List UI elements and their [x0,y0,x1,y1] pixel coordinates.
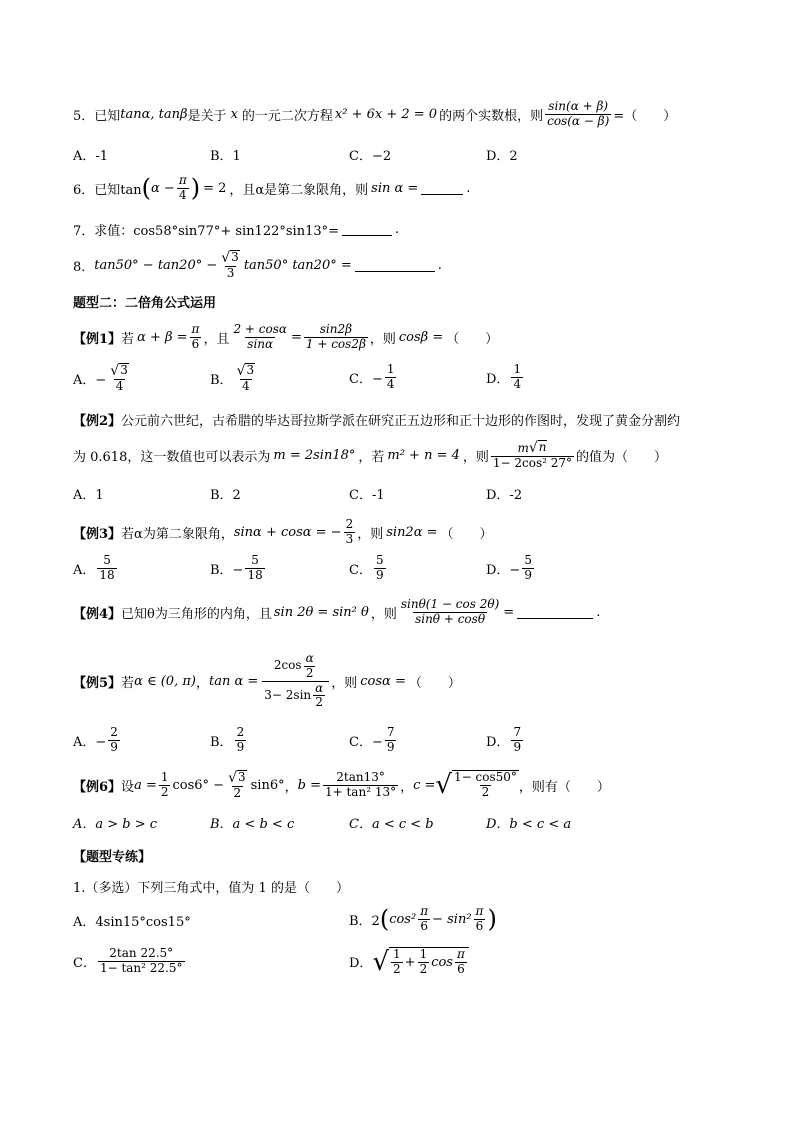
frac-den: 2 [393,961,401,976]
ex3-option-b[interactable] [210,554,267,583]
ex1-frac1 [231,323,289,352]
frac-den: 2 [160,784,169,799]
option-prefix: B． [210,372,233,388]
q5-text: 5．已知 [73,108,121,124]
sqrt-icon: √ [372,946,390,977]
example-6 [73,770,610,800]
ex5-two: 2 [315,695,324,710]
ex3-tail: （ ） [440,526,493,542]
option-prefix: C． [73,955,96,971]
frac-num: π [475,904,484,918]
ex1-eq: = [290,329,302,345]
ex5-alpha: α [305,651,314,665]
q7-tail: . [395,222,400,237]
q6-text: 6．已知tan [73,182,142,198]
ex4-tail: . [596,604,601,620]
q8-fraction [219,250,242,280]
q8-tail: . [437,257,442,273]
ex5-fraction [262,652,329,710]
ex5-alpha: α [315,680,324,695]
plus: + [404,954,416,970]
section-title: 题型二：二倍角公式运用 [73,296,217,311]
frac-den: 2 [233,785,242,800]
ex5-comma: ， [195,675,209,691]
frac-den: 2 [481,785,490,800]
ex1-option-d[interactable] [486,363,525,392]
option-prefix: A．− [73,734,107,750]
ex6-a: a = [134,777,157,793]
option-prefix: D． [349,956,373,972]
frac-den: 1− tan² 22.5° [99,960,183,975]
option-prefix: C．− [349,371,383,387]
ex3-option-c[interactable] [349,554,388,583]
p1-option-b[interactable] [349,905,497,934]
q6-sin: sin α = [371,180,419,196]
question-7 [73,220,399,239]
ex5-two: 2 [305,665,314,680]
sqrt-icon: √ [221,249,231,266]
ex1-pi: π [191,322,200,336]
q8-sqrt3: 3 [231,250,239,264]
frac-den: 6 [420,918,428,933]
ex6-option-a[interactable]: A．a > b > c [73,817,158,832]
frac-den: 2 [419,961,428,976]
option-prefix: B．− [210,562,244,578]
ex4-text: 已知θ为三角形的内角，且 [121,606,272,622]
q5-option-c[interactable]: C．−2 [349,149,392,164]
ex5-range: α ∈ (0, π) [134,673,196,689]
frac-den: 9 [513,739,522,754]
ex6-c: c = [413,777,436,793]
q5-text: 是关于 [187,108,227,124]
q6-tail: . [466,180,471,196]
ex3-num: 2 [345,517,354,531]
ex2-text: 公元前六世纪，古希腊的毕达哥拉斯学派在研究正五边形和正十边形的作图时，发现了黄金分割约 [121,414,681,429]
right-paren: ) [487,905,497,934]
ex1-frac1-num: 2 + cosα [233,322,287,336]
frac-num: 2 [110,725,118,739]
ex3-sin2: sin2α = [386,524,438,540]
left-paren: ( [141,174,151,203]
ex4-equals: = [503,604,515,620]
ex2-option-c[interactable]: C．-1 [349,488,385,503]
ex4-label: 【例4】 [73,606,122,622]
option-prefix: A． [73,562,96,578]
q8-answer-blank[interactable] [355,259,435,272]
ex1-frac2 [304,323,368,352]
ex3-text: 若α为第二象限角， [121,526,234,542]
p1-minus-sin: − sin² [432,911,472,927]
ex5-tail: （ ） [408,675,461,691]
p1-options-row2 [73,947,733,981]
ex5-option-c[interactable] [349,726,398,755]
frac-num: 5 [375,553,384,567]
q5-option-b[interactable]: B．1 [210,149,241,164]
ex1-text: ，则 [369,331,396,347]
ex6-a-tail: sin6° [250,777,285,793]
question-8 [73,250,442,280]
ex1-six: 6 [191,336,200,351]
ex1-pi-frac [190,323,202,352]
ex4-frac-num: sinθ(1 − cos 2θ) [400,597,500,611]
option-prefix: B．2 [349,913,380,929]
question-5 [73,100,676,129]
frac-den: 4 [242,378,250,393]
p1-option-a[interactable]: A．4sin15°cos15° [73,915,191,930]
sqrt-icon: √ [236,362,246,379]
sqrt-icon: √ [228,769,237,786]
option-prefix: C．− [349,734,383,750]
q7-text: 7．求值：cos58°sin77°+ sin122°sin13°= [73,224,340,239]
frac-num: 1 [393,947,401,961]
sqrt-icon: √ [528,439,538,456]
q8-right: tan50° tan20° = [243,257,352,273]
frac-den: 1+ tan² 13° [324,784,397,799]
ex6-text: 设 [121,779,135,795]
ex2-option-d[interactable]: D．-2 [486,488,523,503]
p1-options-row1 [73,905,733,935]
ex1-cos: cosβ = [398,329,444,345]
q6-answer-blank[interactable] [421,182,463,195]
frac-den: 9 [236,739,245,754]
frac-num: 1 [160,769,169,784]
ex2-frac-m: m [517,440,529,455]
frac-num: 7 [386,725,395,739]
ex6-option-c[interactable]: C．a < c < b [349,817,434,832]
frac-num: 1− cos50° [454,770,517,785]
p1-d-cos: cos [431,954,453,970]
ex5-text: 若 [121,675,135,691]
left-paren: ( [379,905,390,934]
ex5-den-pre: 3− 2sin [264,687,312,702]
ex2-m: m = 2sin18° [273,447,356,463]
frac-num: 5 [103,553,111,567]
ex1-text: 若 [121,331,135,347]
ex6-text: ，则有（ ） [518,779,610,795]
p1-option-c[interactable] [73,947,187,976]
q5-tail: =（ ） [613,108,677,124]
q7-answer-blank[interactable] [342,223,392,236]
p1-cos: cos² [389,911,417,927]
ex3-option-d[interactable] [486,554,536,583]
frac-den: 9 [386,739,395,754]
frac-num: 1 [513,362,522,376]
ex6-option-d[interactable]: D．b < c < a [486,817,572,832]
q6-alpha: α − [151,180,175,196]
ex5-tan: tan α = [208,673,259,689]
ex2-label: 【例2】 [73,414,122,429]
example-3 [73,518,493,547]
ex1-text: ，且 [203,331,230,347]
ex5-option-a[interactable] [73,726,122,755]
ex3-fraction [344,518,356,547]
ex3-text: ，则 [357,526,384,542]
frac-den: 9 [110,739,118,754]
ex1-sum: α + β = [137,329,188,345]
option-prefix: D． [486,734,510,750]
ex3-expr: sinα + cosα = − [233,524,342,540]
frac-num: 5 [251,553,259,567]
q5-equation: x² + 6x + 2 = 0 [334,106,438,122]
sqrt-value: 3 [120,363,128,377]
frac-num: 2 [236,725,245,739]
option-prefix: C． [349,562,372,578]
sqrt-value: 3 [246,363,255,377]
ex1-frac2-den: 1 + cos2β [305,336,366,351]
q8-left: tan50° − tan20° − [94,257,218,273]
ex4-text: ，则 [370,606,397,622]
ex1-label: 【例1】 [73,331,122,347]
q5-frac-den: cos(α − β) [547,113,610,128]
q5-option-d[interactable]: D．2 [486,149,518,164]
frac-num: π [420,904,429,918]
example-2-line1 [73,410,680,429]
q5-frac-num: sin(α + β) [548,99,609,113]
sqrt-icon: √ [110,362,120,379]
ex1-tail: （ ） [446,331,499,347]
q5-text: 的一元二次方程 [241,108,333,124]
ex1-frac2-num: sin2β [319,322,353,336]
ex2-text: ，若 [358,449,385,465]
ex2-fraction [491,440,574,470]
ex6-b: b = [297,777,321,793]
ex6-comma: ， [400,779,414,795]
right-paren: ) [190,174,201,203]
frac-den: 6 [475,918,484,933]
ex6-option-b[interactable]: B．a < b < c [210,817,295,832]
ex2-option-a[interactable]: A．1 [73,488,104,503]
ex4-fraction [399,598,501,627]
frac-den: 18 [99,567,115,582]
q5-text: 的两个实数根，则 [439,108,544,124]
ex1-option-c[interactable] [349,363,398,392]
example-4 [73,598,600,627]
ex6-a-mid: cos6° − [172,777,225,793]
q5-fraction [545,100,611,129]
option-prefix: D．− [486,562,521,578]
drill-title: 【题型专练】 [73,850,152,865]
ex1-frac1-den: sinα [247,336,274,351]
ex5-cos: cosα = [360,673,406,689]
ex6-label: 【例6】 [73,779,122,795]
frac-num: 1 [386,362,395,376]
ex2-text: ，则 [462,449,489,465]
option-prefix: D． [486,371,510,387]
sqrt-icon: √ [435,770,452,801]
problem-1-stem: 1.（多选）下列三角式中，值为 1 的是（ ） [73,881,349,896]
frac-num: 7 [513,725,522,739]
ex5-text: ，则 [331,675,358,691]
question-6 [73,174,470,203]
ex2-frac-n: n [538,440,547,454]
frac-den: 4 [386,376,395,391]
q6-eq: = 2 [203,180,227,196]
q6-text: ，且α是第二象限角，则 [229,182,369,198]
ex6-comma: ， [284,779,298,795]
q6-four: 4 [178,187,187,202]
ex5-num-pre: 2cos [273,658,302,673]
frac-num: 2tan13° [336,769,385,784]
p1-option-d[interactable] [349,947,469,977]
ex3-label: 【例3】 [73,526,122,542]
frac-den: 9 [375,567,384,582]
ex4-frac-den: sinθ + cosθ [415,611,486,626]
q5-option-a[interactable]: A．-1 [73,149,109,164]
ex5-option-b[interactable] [210,726,248,755]
frac-num: 5 [524,553,532,567]
q8-number: 8． [73,259,95,275]
q5-roots: tanα, tanβ [120,106,188,122]
ex3-den: 3 [345,531,354,546]
example-5 [73,652,461,710]
q6-fraction [177,174,189,203]
option-prefix: A．− [73,372,107,388]
ex3-option-a[interactable] [73,554,119,583]
example-1 [73,323,498,352]
ex4-answer-blank[interactable] [517,606,593,619]
sqrt-value: 3 [237,770,246,784]
ex5-option-d[interactable] [486,726,525,755]
frac-num: 2tan 22.5° [109,946,174,960]
q5-var: x [230,106,238,122]
frac-num: π [456,947,465,961]
frac-den: 18 [247,567,263,582]
example-2-line2 [73,440,667,470]
ex2-option-b[interactable]: B．2 [210,488,241,503]
frac-num: 1 [419,947,428,961]
ex4-eq: sin 2θ = sin² θ [273,604,369,620]
ex5-label: 【例5】 [73,675,122,691]
ex1-option-b[interactable] [210,363,259,393]
frac-den: 4 [115,378,124,393]
ex2-tail: 的值为（ ） [576,449,668,465]
q8-den: 3 [226,265,235,280]
option-prefix: B． [210,734,233,750]
ex2-cond: m² + n = 4 [387,447,460,463]
q6-pi: π [178,173,187,187]
frac-den: 4 [513,376,522,391]
ex2-frac-den: 1− 2cos² 27° [492,455,573,470]
ex2-text: 为 0.618，这一数值也可以表示为 [73,449,271,465]
frac-den: 6 [457,961,465,976]
ex1-option-a[interactable] [73,363,133,393]
frac-den: 9 [524,567,532,582]
